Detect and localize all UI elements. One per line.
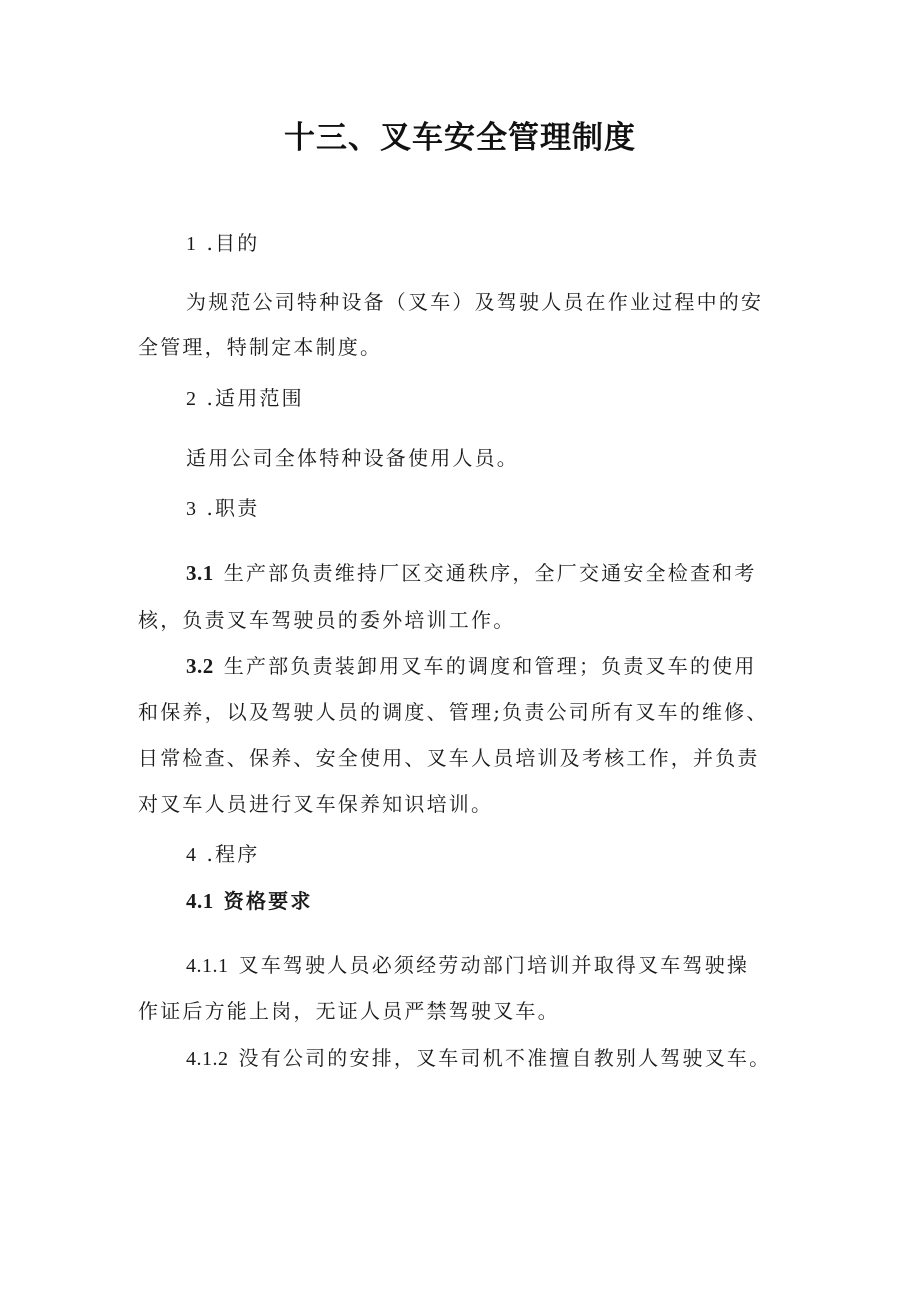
section-number: 3 (186, 498, 197, 520)
clause-number: 4.1.2 (186, 1048, 229, 1070)
paragraph-line: 日常检查、保养、安全使用、叉车人员培训及考核工作，并负责 (138, 746, 760, 770)
section-title: .职责 (206, 496, 260, 520)
paragraph-line: 为规范公司特种设备（叉车）及驾驶人员在作业过程中的安 (186, 290, 764, 314)
clause-4-1-2 (186, 1044, 771, 1073)
section-heading-3 (186, 494, 259, 523)
paragraph-line: 和保养，以及驾驶人员的调度、管理;负责公司所有叉车的维修、 (138, 700, 769, 724)
section-number: 1 (186, 233, 197, 255)
clause-text: 没有公司的安排，叉车司机不准擅自教别人驾驶叉车。 (238, 1046, 772, 1070)
clause-number: 3.1 (186, 561, 214, 585)
clause-4-1-1 (186, 951, 749, 980)
page-title: 十三、叉车安全管理制度 (284, 120, 636, 156)
clause-3-2 (186, 652, 757, 680)
clause-text: 叉车驾驶人员必须经劳动部门培训并取得叉车驾驶操 (238, 953, 750, 977)
paragraph-line: 对叉车人员进行叉车保养知识培训。 (138, 792, 494, 816)
clause-text: 生产部负责装卸用叉车的调度和管理；负责叉车的使用 (223, 654, 757, 678)
paragraph-line: 作证后方能上岗，无证人员严禁驾驶叉车。 (138, 999, 560, 1023)
section-heading-2 (186, 384, 304, 413)
section-heading-1 (186, 229, 259, 258)
clause-3-1 (186, 559, 757, 587)
clause-number: 3.2 (186, 654, 214, 678)
subsection-number: 4.1 (186, 889, 214, 913)
section-title: .适用范围 (206, 386, 304, 410)
subsection-title: 资格要求 (223, 889, 313, 913)
clause-number: 4.1.1 (186, 955, 229, 977)
paragraph-line: 适用公司全体特种设备使用人员。 (186, 446, 519, 470)
clause-text: 生产部负责维持厂区交通秩序，全厂交通安全检查和考 (223, 561, 757, 585)
section-heading-4 (186, 840, 259, 869)
paragraph-line: 全管理，特制定本制度。 (138, 335, 383, 359)
section-title: .程序 (206, 842, 260, 866)
subsection-heading-4-1 (186, 887, 313, 915)
paragraph-line: 核，负责叉车驾驶员的委外培训工作。 (138, 608, 516, 632)
section-number: 2 (186, 388, 197, 410)
section-title: .目的 (206, 231, 260, 255)
section-number: 4 (186, 844, 197, 866)
